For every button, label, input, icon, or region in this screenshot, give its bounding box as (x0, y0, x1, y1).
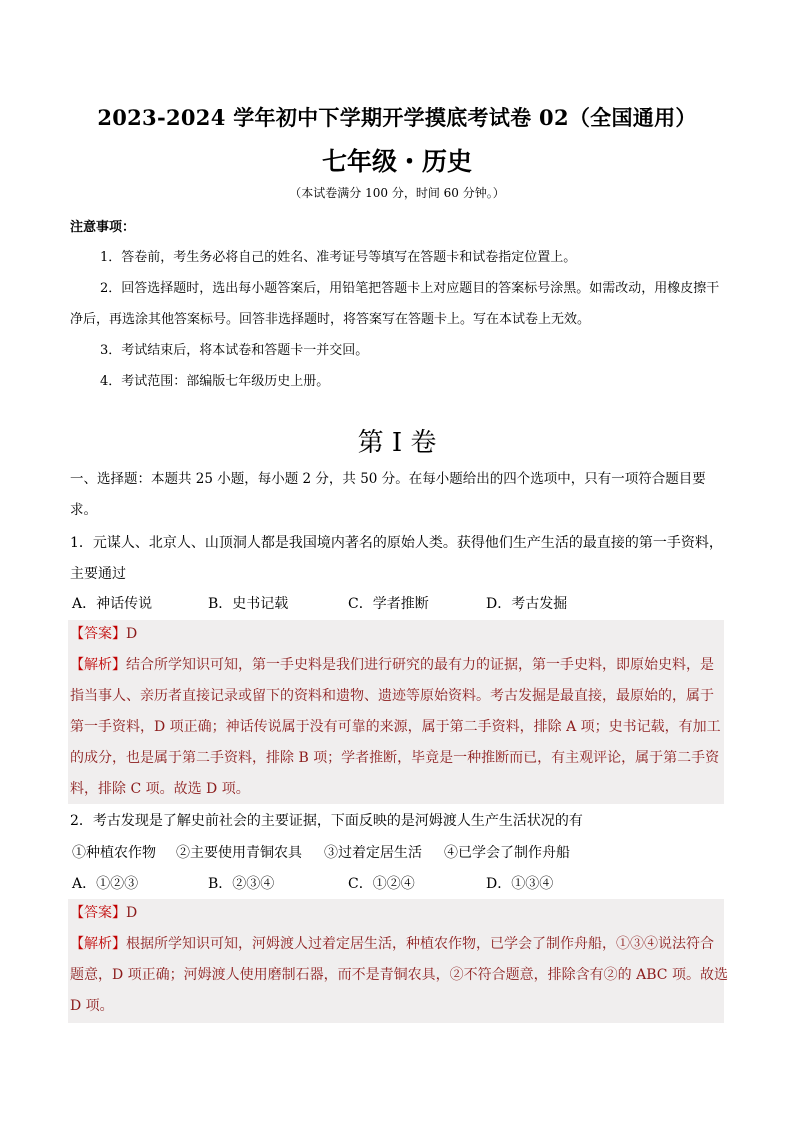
q2-analysis (70, 929, 728, 1022)
score-note: （本试卷满分 100 分，时间 60 分钟。） (289, 186, 505, 200)
q1-analysis-line-1: 结合所学知识可知，第一手史料是我们进行研究的最有力的证据，第一手史料，即原始史料，是 (126, 657, 714, 673)
q2-option-d: D．①③④ (486, 876, 554, 892)
q2-answer-tag: 【答案】 (70, 905, 126, 921)
q1-option-b: B．史书记载 (208, 596, 289, 612)
q2-statement-4: ④已学会了制作舟船 (444, 845, 570, 861)
q2-analysis-line-1: 根据所学知识可知，河姆渡人过着定居生活，种植农作物，已学会了制作舟船，①③④说法符合 (126, 936, 714, 952)
q1-answer-tag: 【答案】 (70, 626, 126, 642)
q2-statement-3: ③过着定居生活 (324, 845, 422, 861)
q1-analysis-tag: 【解析】 (70, 657, 126, 673)
q2-analysis-line-2: 题意，D 项正确；河姆渡人使用磨制石器，而不是青铜农具，②不符合题意，排除含有②的 ABC 项。故选 (70, 967, 728, 983)
q2-option-c: C．①②④ (348, 876, 415, 892)
notice-heading: 注意事项： (70, 220, 136, 235)
q1-answer (70, 619, 725, 650)
section-instructions-line-2: 求。 (70, 502, 97, 518)
q1-analysis-line-4: 的成分，也是属于第二手资料，排除 B 项；学者推断，毕竟是一种推断而已，有主观评论，属于第二手资 (70, 750, 720, 766)
q2-stem: 2．考古发现是了解史前社会的主要证据，下面反映的是河姆渡人生产生活状况的有 (70, 813, 583, 829)
q2-answer-value: D (126, 905, 138, 921)
q1-analysis (70, 650, 725, 805)
q1-analysis-line-5: 料，排除 C 项。故选 D 项。 (70, 781, 250, 797)
q1-answer-value: D (126, 626, 138, 642)
notice-item-2: 2．回答选择题时，选出每小题答案后，用铅笔把答题卡上对应题目的答案标号涂黑。如需改动，用橡皮擦干净后，再选涂其他答案标号。回答非选择题时，将答案写在答题卡上。写在本试卷上无效。 (70, 281, 720, 327)
q2-option-b: B．②③④ (208, 876, 275, 892)
section-instructions (70, 464, 725, 526)
q1-stem-line-1: 1．元谋人、北京人、山顶洞人都是我国境内著名的原始人类。获得他们生产生活的最直接的第一手资料， (70, 535, 723, 551)
notice-item-1: 1．答卷前，考生务必将自己的姓名、准考证号等填写在答题卡和试卷指定位置上。 (100, 250, 577, 265)
exam-title: 2023-2024 学年初中下学期开学摸底考试卷 02（全国通用） (97, 105, 697, 130)
notice-item-3: 3．考试结束后，将本试卷和答题卡一并交回。 (100, 343, 369, 358)
q1-option-a: A．神话传说 (72, 596, 153, 612)
q2-statement-1: ①种植农作物 (72, 845, 156, 861)
q2-analysis-line-3: D 项。 (70, 998, 114, 1014)
q2-option-a: A．①②③ (72, 876, 139, 892)
q1-stem-line-2: 主要通过 (70, 566, 126, 582)
q1-option-c: C．学者推断 (348, 596, 429, 612)
q1-stem (70, 528, 725, 590)
q1-analysis-line-3: 第一手资料，D 项正确；神话传说属于没有可靠的来源，属于第二手资料，排除 A 项；史书记载，有加工 (70, 719, 721, 735)
q2-statement-2: ②主要使用青铜农具 (176, 845, 302, 861)
q2-answer (70, 898, 725, 929)
exam-subtitle: 七年级・历史 (321, 147, 472, 176)
notice-item-4: 4．考试范围：部编版七年级历史上册。 (100, 374, 330, 389)
q1-analysis-line-2: 指当事人、亲历者直接记录或留下的资料和遗物、遗迹等原始资料。考古发掘是最直接，最原始的，属于 (70, 688, 714, 704)
q1-option-d: D．考古发掘 (486, 596, 568, 612)
section-title: 第 I 卷 (357, 428, 437, 458)
section-instructions-line-1: 一、选择题：本题共 25 小题，每小题 2 分，共 50 分。在每小题给出的四个选项中，只有一项符合题目要 (70, 471, 706, 487)
q2-analysis-tag: 【解析】 (70, 936, 126, 952)
